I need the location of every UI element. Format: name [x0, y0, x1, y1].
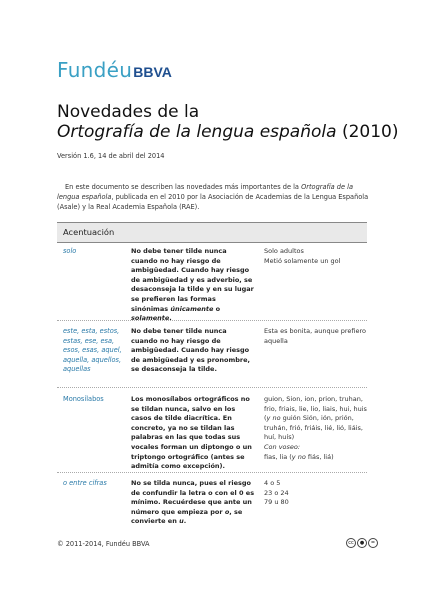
- rule-cell: Los monosílabos ortográficos no se tildan nunca, salvo en los casos de tilde diacrítica. En concreto, ya no se tildan las palabras en las que todas sus vocales forman un diptongo o un triptongo ortográfico (antes se admitía como excepción).: [131, 395, 252, 471]
- rule-cell: No debe tener tilde nunca cuando no hay riesgo de ambigüedad. Cuando hay riesgo de ambigüedad y es pronombre, se desaconseja la tilde.: [131, 327, 250, 374]
- example-text: Sión, ión, prión, truhán, frió, friáis, lié, lió, liáis, huí, huís): [264, 414, 363, 442]
- example-cell: [264, 479, 368, 508]
- rule-italic: solamente: [131, 314, 170, 323]
- example-cell: [264, 395, 368, 462]
- row-divider: [57, 387, 367, 388]
- example-line: Solo adultos: [264, 247, 304, 255]
- voseo-label: Con voseo:: [264, 442, 301, 451]
- rule-text: , se convierte en: [131, 507, 243, 526]
- section-title: Acentuación: [63, 227, 115, 237]
- creative-commons-badge: [346, 538, 378, 548]
- term-cell: Monosílabos: [63, 395, 104, 403]
- rule-italic: u: [179, 517, 184, 526]
- row-divider: [57, 472, 367, 473]
- example-text: guion, Sion, ion, prion, truhan, frio, friais, lie, lio, liais, hui, huis (: [264, 395, 367, 423]
- example-line: 23 o 24: [264, 488, 289, 497]
- row-divider: [57, 320, 367, 321]
- document-title-line2: [57, 122, 398, 142]
- example-italic: y no: [266, 414, 281, 423]
- title-year: (2010): [336, 122, 399, 142]
- intro-text-2: , publicada en el 2010 por la Asociación de Academias de la Lengua Española (Asale) y la Real Academia Española (RAE).: [57, 193, 369, 211]
- version-line: Versión 1.6, 14 de abril del 2014: [57, 152, 165, 160]
- example-text: fiás, liá): [305, 452, 334, 461]
- nd-icon: =: [368, 538, 378, 548]
- rule-text: Cuando hay riesgo de ambigüedad y es adverbio, se desaconseja la tilde y en su lugar se prefieren las formas sinónimas: [131, 266, 254, 313]
- copyright-footer: © 2011-2014, Fundéu BBVA: [57, 540, 150, 548]
- rule-text: .: [183, 517, 187, 526]
- term-cell: solo: [63, 247, 77, 255]
- intro-paragraph: [57, 182, 375, 212]
- rule-italic: o: [224, 507, 230, 516]
- fundeu-bbva-logo: [57, 58, 172, 82]
- rule-cell: [131, 247, 255, 324]
- example-text: fias, lia (: [264, 452, 292, 461]
- example-line: 79 u 80: [264, 498, 289, 507]
- rule-text: No debe tener tilde nunca cuando no hay riesgo de ambigüedad.: [131, 247, 227, 275]
- logo-fundeu-text: Fundéu: [57, 58, 133, 82]
- document-title-line1: Novedades de la: [57, 102, 200, 122]
- rule-text: .: [169, 314, 172, 323]
- example-line: 4 o 5: [264, 479, 281, 487]
- example-cell: [264, 247, 368, 266]
- term-cell: o entre cifras: [63, 479, 107, 487]
- title-italic: Ortografía de la lengua española: [57, 122, 337, 142]
- section-header: [57, 222, 367, 243]
- example-italic: y no: [291, 452, 306, 461]
- by-icon: ●: [357, 538, 367, 548]
- cc-icon: cc: [346, 538, 356, 548]
- rule-cell: [131, 479, 255, 527]
- intro-text-1: En este documento se describen las novedades más importantes de la: [65, 183, 302, 191]
- example-text: guión: [280, 414, 301, 423]
- example-cell: Esta es bonita, aunque prefiero aquella: [264, 327, 367, 345]
- rule-text: No se tilda nunca, pues el riesgo de confundir la letra o con el 0 es mínimo. Recuérdese que ante un número que empieza por: [131, 479, 255, 516]
- rule-italic: únicamente: [170, 304, 214, 313]
- term-cell: este, esta, estos, estas, ese, esa, esos, esas, aquel, aquella, aquellos, aquellas: [63, 327, 122, 373]
- rule-text: o: [213, 304, 221, 313]
- logo-bbva-text: BBVA: [133, 64, 172, 80]
- example-line: Metió solamente un gol: [264, 256, 341, 265]
- intro-italic: Ortografía de la lengua española: [57, 183, 354, 201]
